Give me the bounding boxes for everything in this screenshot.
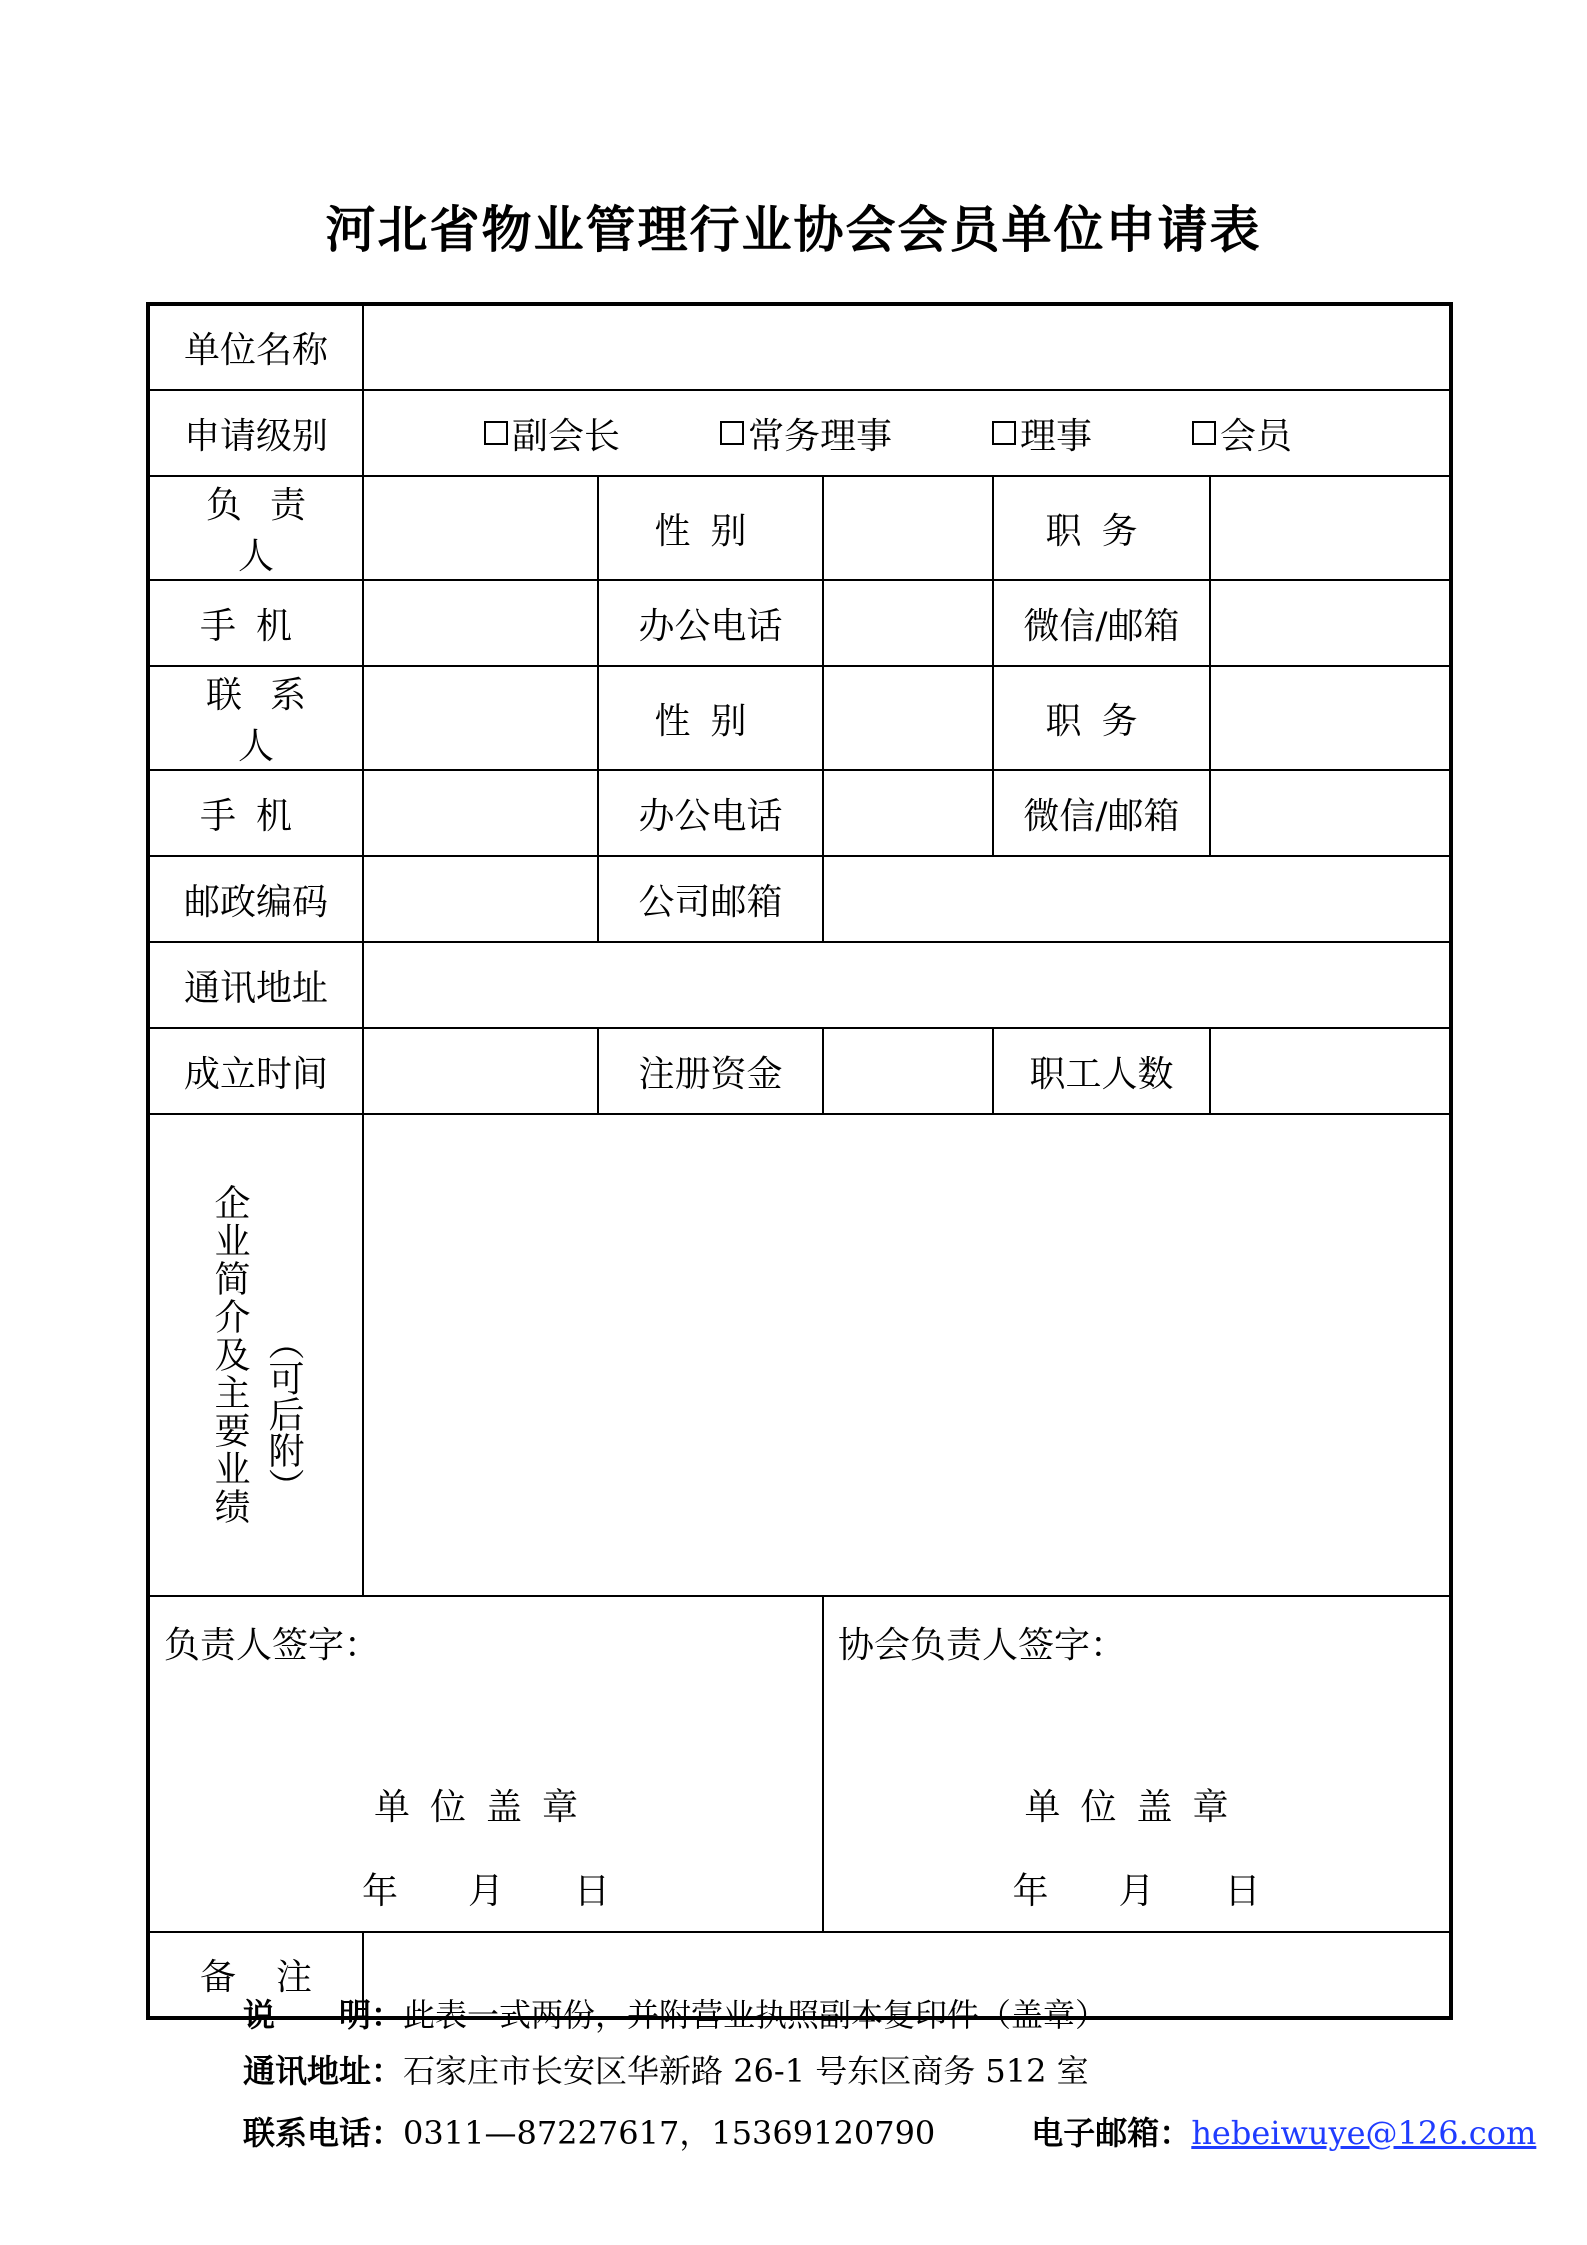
row-contact: [148, 666, 1451, 770]
right-year-label: 年: [1012, 1871, 1049, 1912]
intro-field[interactable]: [363, 1114, 1451, 1596]
intro-label-cell: [148, 1114, 363, 1596]
row-address: [148, 942, 1451, 1028]
address-field[interactable]: [363, 942, 1451, 1028]
left-seal-label: 单位盖章: [373, 1787, 598, 1828]
contact-gender-label: 性别: [598, 666, 823, 770]
staff-label: 职工人数: [993, 1028, 1210, 1114]
note-text: 此表一式两份，并附营业执照副本复印件（盖章）: [403, 1996, 1108, 2034]
founded-field[interactable]: [363, 1028, 598, 1114]
row-founded: [148, 1028, 1451, 1114]
unit-name-field[interactable]: [363, 304, 1451, 390]
leader-position-label: 职务: [993, 476, 1210, 580]
row-postcode: [148, 856, 1451, 942]
leader-wechat-email-field[interactable]: [1210, 580, 1451, 666]
leader-office-phone-field[interactable]: [823, 580, 993, 666]
contact-field[interactable]: [363, 666, 598, 770]
contact-line: [243, 2108, 1536, 2154]
right-signature-cell: [823, 1596, 1451, 1932]
level-option-executive-director[interactable]: 常务理事: [720, 408, 892, 459]
left-signature-cell: [148, 1596, 823, 1932]
level-option-member[interactable]: 会员: [1192, 408, 1292, 459]
contact-mobile-field[interactable]: [363, 770, 598, 856]
checkbox-icon[interactable]: [720, 421, 744, 445]
footer-address-text: 石家庄市长安区华新路 26-1 号东区商务 512 室: [403, 2052, 1089, 2090]
note-line: [243, 1990, 1107, 2036]
contact-office-phone-field[interactable]: [823, 770, 993, 856]
founded-label: 成立时间: [148, 1028, 363, 1114]
row-signatures: [148, 1596, 1451, 1932]
intro-label: 企业简介及主要业绩: [209, 1184, 250, 1526]
level-label: 申请级别: [148, 390, 363, 476]
leader-office-phone-label: 办公电话: [598, 580, 823, 666]
postcode-label: 邮政编码: [148, 856, 363, 942]
company-email-label: 公司邮箱: [598, 856, 823, 942]
checkbox-icon[interactable]: [992, 421, 1016, 445]
checkbox-icon[interactable]: [1192, 421, 1216, 445]
address-label: 通讯地址: [148, 942, 363, 1028]
capital-label: 注册资金: [598, 1028, 823, 1114]
capital-field[interactable]: [823, 1028, 993, 1114]
form-title: 河北省物业管理行业协会会员单位申请表: [325, 200, 1262, 259]
row-leader-contact: [148, 580, 1451, 666]
application-form-table: [146, 302, 1453, 2020]
leader-gender-label: 性别: [598, 476, 823, 580]
address-line: [243, 2046, 1089, 2092]
row-unit-name: [148, 304, 1451, 390]
leader-label: 负责人: [148, 476, 363, 580]
footer-phone-label: 联系电话：: [243, 2114, 404, 2152]
contact-mobile-label: 手机: [148, 770, 363, 856]
footer-email-link[interactable]: hebeiwuye@126.com: [1191, 2114, 1537, 2152]
contact-wechat-email-label: 微信/邮箱: [993, 770, 1210, 856]
checkbox-icon[interactable]: [484, 421, 508, 445]
left-day-label: 日: [574, 1871, 611, 1912]
left-date-line: [150, 1863, 822, 1914]
contact-label: 联系人: [148, 666, 363, 770]
left-month-label: 月: [467, 1871, 504, 1912]
right-month-label: 月: [1118, 1871, 1155, 1912]
right-date-line: [824, 1863, 1449, 1914]
leader-mobile-field[interactable]: [363, 580, 598, 666]
leader-wechat-email-label: 微信/邮箱: [993, 580, 1210, 666]
level-options: [363, 390, 1451, 476]
footer-phone-text: 0311—87227617，15369120790: [403, 2114, 936, 2152]
company-email-field[interactable]: [823, 856, 1451, 942]
footer-address-label: 通讯地址：: [243, 2052, 404, 2090]
row-leader: [148, 476, 1451, 580]
row-level: [148, 390, 1451, 476]
left-signature-title: 负责人签字：: [164, 1625, 381, 1666]
contact-gender-field[interactable]: [823, 666, 993, 770]
row-intro: [148, 1114, 1451, 1596]
leader-position-field[interactable]: [1210, 476, 1451, 580]
right-signature-title: 协会负责人签字：: [838, 1625, 1127, 1666]
intro-note: （可后附）: [263, 1324, 304, 1504]
contact-position-field[interactable]: [1210, 666, 1451, 770]
left-year-label: 年: [361, 1871, 398, 1912]
remarks-label: 备注: [148, 1932, 363, 2018]
contact-wechat-email-field[interactable]: [1210, 770, 1451, 856]
right-seal-label: 单位盖章: [1024, 1787, 1249, 1828]
unit-name-label: 单位名称: [148, 304, 363, 390]
postcode-field[interactable]: [363, 856, 598, 942]
right-day-label: 日: [1224, 1871, 1261, 1912]
note-label: 说 明：: [243, 1996, 404, 2034]
level-option-director[interactable]: 理事: [992, 408, 1092, 459]
row-contact-phones: [148, 770, 1451, 856]
leader-gender-field[interactable]: [823, 476, 993, 580]
leader-mobile-label: 手机: [148, 580, 363, 666]
staff-field[interactable]: [1210, 1028, 1451, 1114]
contact-office-phone-label: 办公电话: [598, 770, 823, 856]
footer-email-label: 电子邮箱：: [1031, 2114, 1192, 2152]
contact-position-label: 职务: [993, 666, 1210, 770]
level-option-vice-president[interactable]: 副会长: [484, 408, 620, 459]
leader-field[interactable]: [363, 476, 598, 580]
